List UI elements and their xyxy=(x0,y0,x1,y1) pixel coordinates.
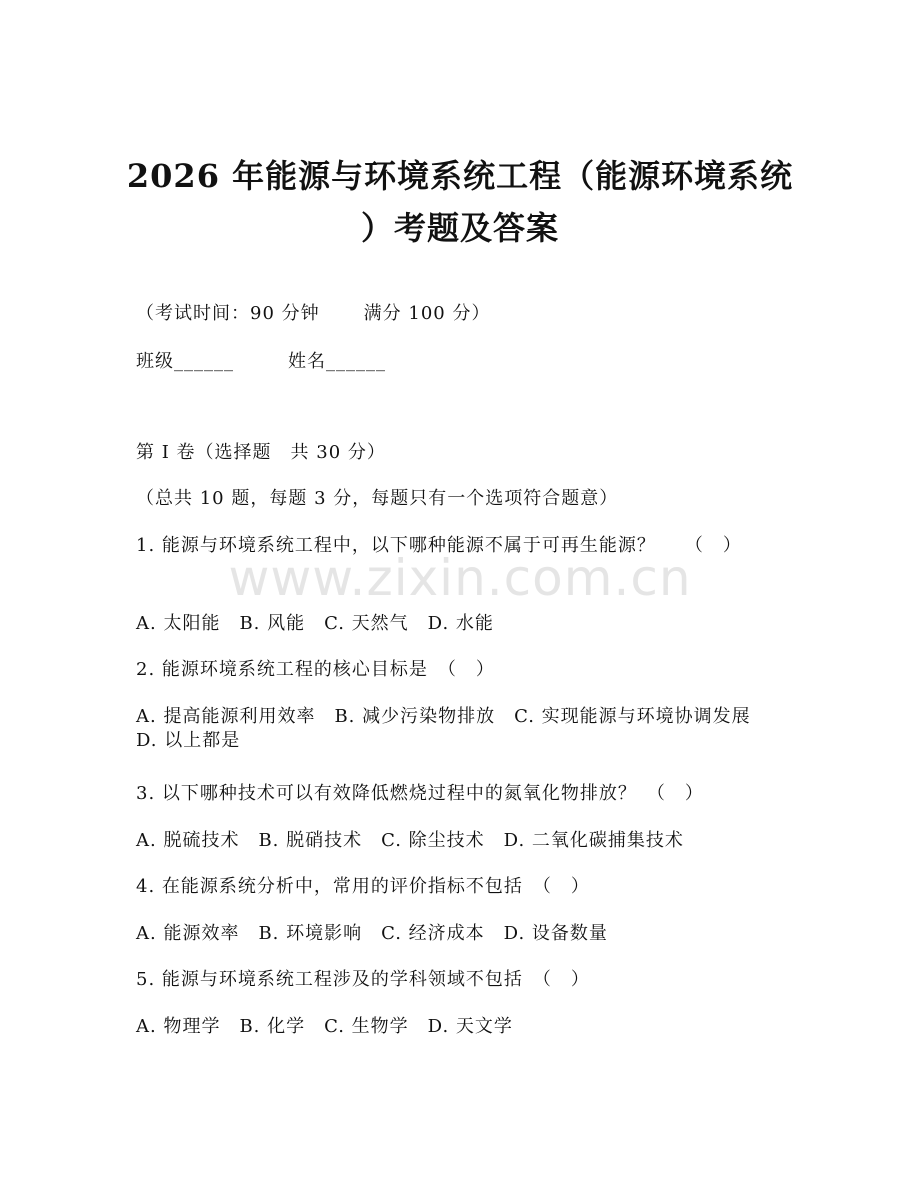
question-5-stem: 5. 能源与环境系统工程涉及的学科领域不包括 （ ） xyxy=(136,969,590,990)
class-field-label: 班级______ xyxy=(136,351,234,372)
question-5-options: A. 物理学 B. 化学 C. 生物学 D. 天文学 xyxy=(136,1016,513,1037)
student-info xyxy=(136,350,786,374)
exam-info xyxy=(136,302,786,326)
exam-score: 满分 100 分） xyxy=(363,303,491,324)
question-1-stem: 1. 能源与环境系统工程中，以下哪种能源不属于可再生能源？ （ ） xyxy=(136,535,742,556)
question-3-stem: 3. 以下哪种技术可以有效降低燃烧过程中的氮氧化物排放？ （ ） xyxy=(136,783,704,804)
exam-time: （考试时间：90 分钟 xyxy=(136,303,320,324)
question-1-options: A. 太阳能 B. 风能 C. 天然气 D. 水能 xyxy=(136,613,494,634)
question-4-stem: 4. 在能源系统分析中，常用的评价指标不包括 （ ） xyxy=(136,876,590,897)
question-2-options: A. 提高能源利用效率 B. 减少污染物排放 C. 实现能源与环境协调发展 D. 以上都是 xyxy=(136,706,770,751)
question-2-stem: 2. 能源环境系统工程的核心目标是 （ ） xyxy=(136,659,495,680)
watermark: www.zixin.com.cn xyxy=(228,549,692,607)
section-heading: 第 I 卷（选择题 共 30 分） xyxy=(136,442,386,463)
question-4-options: A. 能源效率 B. 环境影响 C. 经济成本 D. 设备数量 xyxy=(136,923,608,944)
document-title xyxy=(120,150,800,254)
section-note: （总共 10 题，每题 3 分，每题只有一个选项符合题意） xyxy=(136,488,619,509)
title-line-1: 2026 年能源与环境系统工程（能源环境系统 xyxy=(126,157,794,195)
name-field-label: 姓名______ xyxy=(288,351,386,372)
question-3-options: A. 脱硫技术 B. 脱硝技术 C. 除尘技术 D. 二氧化碳捕集技术 xyxy=(136,830,684,851)
title-line-2: ）考题及答案 xyxy=(360,209,559,247)
